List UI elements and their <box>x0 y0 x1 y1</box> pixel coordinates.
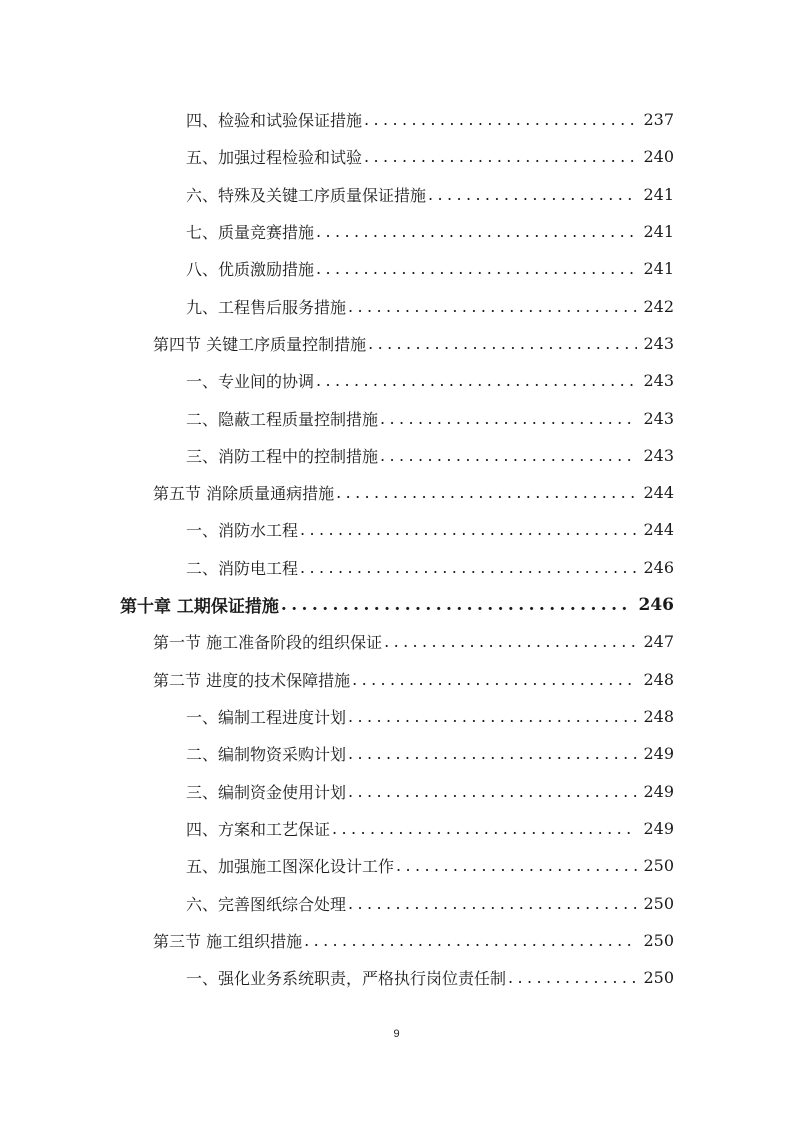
dot-leader <box>281 595 633 615</box>
toc-entry-label: 八、优质激励措施 <box>186 260 315 279</box>
toc-entry-page: 241 <box>643 222 674 241</box>
toc-entry[interactable] <box>186 847 674 884</box>
dot-leader <box>396 856 637 875</box>
toc-entry-label: 三、编制资金使用计划 <box>186 783 347 802</box>
toc-entry[interactable] <box>153 474 674 511</box>
dot-leader <box>316 371 637 390</box>
toc-entry[interactable] <box>186 511 674 548</box>
toc-entry-page: 241 <box>643 185 674 204</box>
toc-entry-page: 243 <box>643 371 674 390</box>
toc-entry-label: 二、消防电工程 <box>186 559 299 578</box>
toc-entry[interactable] <box>186 959 674 996</box>
dot-leader <box>348 744 637 763</box>
toc-entry[interactable] <box>153 661 674 698</box>
toc-entry-label: 第十章 工期保证措施 <box>120 597 279 617</box>
dot-leader <box>348 782 637 801</box>
toc-entry[interactable] <box>186 400 674 437</box>
toc-entry-label: 四、方案和工艺保证 <box>186 820 331 839</box>
toc-entry-label: 一、专业间的协调 <box>186 372 315 391</box>
toc-entry-page: 250 <box>643 968 674 987</box>
dot-leader <box>316 259 637 278</box>
dot-leader <box>508 968 637 987</box>
dot-leader <box>304 931 637 950</box>
dot-leader <box>300 558 637 577</box>
toc-entry[interactable] <box>186 101 674 138</box>
toc-entry[interactable] <box>186 810 674 847</box>
toc-entry-label: 五、加强过程检验和试验 <box>186 148 363 167</box>
dot-leader <box>348 707 637 726</box>
toc-entry-page: 243 <box>643 334 674 353</box>
toc-entry-label: 五、加强施工图深化设计工作 <box>186 857 395 876</box>
toc-entry[interactable] <box>186 549 674 586</box>
dot-leader <box>364 110 637 129</box>
toc-entry-page: 250 <box>643 931 674 950</box>
toc-entry[interactable] <box>186 885 674 922</box>
toc-entry-label: 二、隐蔽工程质量控制措施 <box>186 410 379 429</box>
toc-entry-page: 240 <box>643 147 674 166</box>
dot-leader <box>428 185 637 204</box>
toc-entry-label: 三、消防工程中的控制措施 <box>186 447 379 466</box>
dot-leader <box>348 297 637 316</box>
toc-entry[interactable] <box>186 213 674 250</box>
toc-entry-label: 第五节 消除质量通病措施 <box>153 484 335 503</box>
toc-entry-page: 248 <box>643 670 674 689</box>
dot-leader <box>368 334 637 353</box>
toc-entry-page: 242 <box>643 297 674 316</box>
toc-entry-page: 243 <box>643 446 674 465</box>
toc-entry[interactable] <box>186 250 674 287</box>
dot-leader <box>332 819 637 838</box>
toc-entry-page: 244 <box>643 483 674 502</box>
toc-entry-label: 六、完善图纸综合处理 <box>186 895 347 914</box>
dot-leader <box>348 894 637 913</box>
toc-entry-page: 248 <box>643 707 674 726</box>
toc-entry-label: 一、编制工程进度计划 <box>186 708 347 727</box>
toc-entry-label: 第三节 施工组织措施 <box>153 932 303 951</box>
toc-entry[interactable] <box>186 362 674 399</box>
dot-leader <box>352 670 637 689</box>
toc-entry-label: 一、强化业务系统职责，严格执行岗位责任制 <box>186 969 507 988</box>
toc-entry[interactable] <box>153 325 674 362</box>
dot-leader <box>384 632 637 651</box>
page-number: 9 <box>393 1028 400 1040</box>
toc-entry-label: 第一节 施工准备阶段的组织保证 <box>153 633 383 652</box>
toc-entry-page: 246 <box>643 558 674 577</box>
toc-entry-label: 六、特殊及关键工序质量保证措施 <box>186 186 427 205</box>
toc-entry[interactable] <box>186 735 674 772</box>
toc-entry[interactable] <box>186 138 674 175</box>
toc-entry-page: 249 <box>643 819 674 838</box>
toc-entry-page: 241 <box>643 259 674 278</box>
toc-entry[interactable] <box>153 922 674 959</box>
toc-entry-page: 250 <box>643 856 674 875</box>
toc-entry[interactable] <box>186 773 674 810</box>
dot-leader <box>336 483 637 502</box>
toc-entry-label: 四、检验和试验保证措施 <box>186 111 363 130</box>
toc-entry-page: 249 <box>643 744 674 763</box>
dot-leader <box>316 222 637 241</box>
toc-entry-page: 249 <box>643 782 674 801</box>
toc-entry-label: 一、消防水工程 <box>186 521 299 540</box>
dot-leader <box>364 147 637 166</box>
toc-entry-page: 247 <box>643 632 674 651</box>
toc-entry-page: 250 <box>643 894 674 913</box>
toc-chapter-entry[interactable] <box>120 586 674 623</box>
toc-entry-label: 九、工程售后服务措施 <box>186 298 347 317</box>
toc-entry[interactable] <box>186 698 674 735</box>
dot-leader <box>380 409 637 428</box>
toc-entry-page: 246 <box>638 594 674 615</box>
toc-entry-page: 243 <box>643 409 674 428</box>
toc-entry[interactable] <box>186 437 674 474</box>
toc-entry-page: 244 <box>643 520 674 539</box>
toc-entry-label: 第二节 进度的技术保障措施 <box>153 671 351 690</box>
toc-entry[interactable] <box>153 623 674 660</box>
toc-entry-label: 七、质量竞赛措施 <box>186 223 315 242</box>
toc-entry[interactable] <box>186 288 674 325</box>
toc-entry-label: 二、编制物资采购计划 <box>186 745 347 764</box>
toc-entry-page: 237 <box>643 110 674 129</box>
dot-leader <box>380 446 637 465</box>
toc-entry[interactable] <box>186 176 674 213</box>
toc-entry-label: 第四节 关键工序质量控制措施 <box>153 335 367 354</box>
dot-leader <box>300 520 637 539</box>
